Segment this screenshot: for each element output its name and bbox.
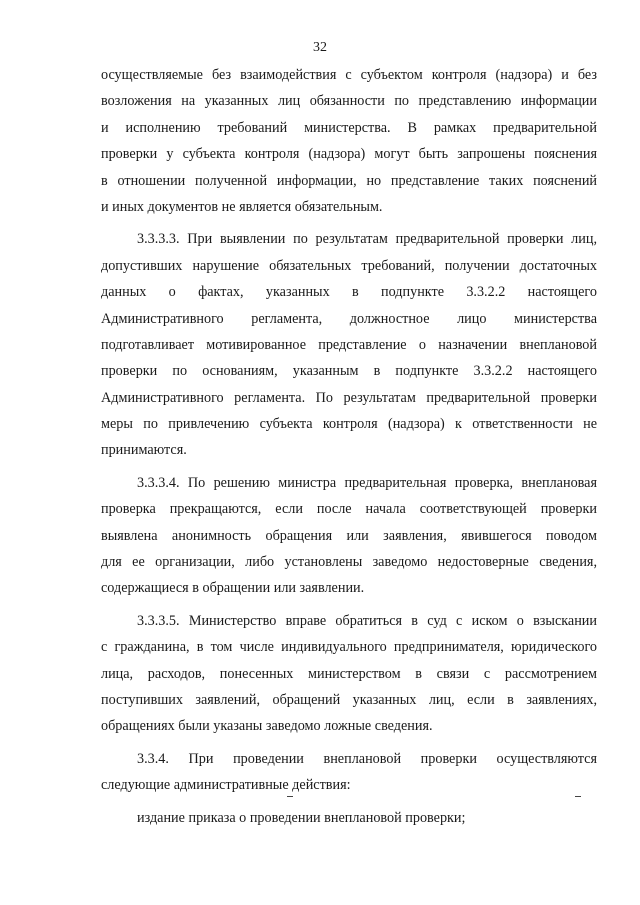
text-line: следующие административные действия:	[101, 777, 351, 794]
text-line: лица, расходов, понесенных министерством в связи с рассмотрением	[101, 665, 597, 682]
text-line: 3.3.3.3. При выявлении по результатам предварительной проверки лиц,	[137, 231, 597, 248]
text-line: осуществляемые без взаимодействия с субъектом контроля (надзора) и без	[101, 67, 597, 83]
text-line: содержащиеся в обращении или заявлении.	[101, 580, 365, 597]
text-line: Административного регламента, должностное лицо министерства	[101, 310, 597, 327]
text-line: допустивших нарушение обязательных требований, получении достаточных	[101, 257, 597, 274]
text-line: 3.3.3.4. По решению министра предварительная проверка, внеплановая	[137, 474, 597, 491]
text-line: проверка прекращаются, если после начала соответствующей проверки	[101, 501, 597, 518]
scan-mark	[287, 796, 293, 797]
text-line: с гражданина, в том числе индивидуального предпринимателя, юридического	[101, 639, 597, 656]
text-line: 3.3.3.5. Министерство вправе обратиться в суд с иском о взыскании	[137, 612, 597, 629]
text-line: и исполнению требований министерства. В рамках предварительной	[101, 119, 597, 136]
text-line: подготавливает мотивированное представление о назначении внеплановой	[101, 336, 597, 353]
text-line: проверки у субъекта контроля (надзора) могут быть запрошены пояснения	[101, 146, 597, 163]
text-line: принимаются.	[101, 442, 187, 459]
text-line: обращениях были указаны заведомо ложные сведения.	[101, 718, 433, 735]
text-line: 3.3.4. При проведении внеплановой проверки осуществляются	[137, 750, 597, 767]
page-number: 32	[313, 40, 327, 55]
text-line: меры по привлечению субъекта контроля (надзора) к ответственности не	[101, 416, 597, 433]
text-line: и иных документов не является обязательным.	[101, 198, 383, 215]
text-line: поступивших заявлений, обращений указанных лиц, если в заявлениях,	[101, 691, 597, 708]
text-line: издание приказа о проведении внеплановой проверки;	[137, 809, 466, 826]
text-line: в отношении полученной информации, но представление таких пояснений	[101, 172, 597, 189]
scan-mark	[575, 796, 581, 797]
text-line: данных о фактах, указанных в подпункте 3.3.2.2 настоящего	[101, 284, 597, 301]
text-line: проверки по основаниям, указанным в подпункте 3.3.2.2 настоящего	[101, 363, 597, 380]
document-body	[101, 62, 597, 831]
text-line: для ее организации, либо установлены заведомо недостоверные сведения,	[101, 554, 597, 571]
text-line: Административного регламента. По результатам предварительной проверки	[101, 389, 597, 406]
text-line: возложения на указанных лиц обязанности по представлению информации	[101, 93, 597, 110]
text-line: выявлена анонимность обращения или заявления, явившегося поводом	[101, 527, 597, 544]
